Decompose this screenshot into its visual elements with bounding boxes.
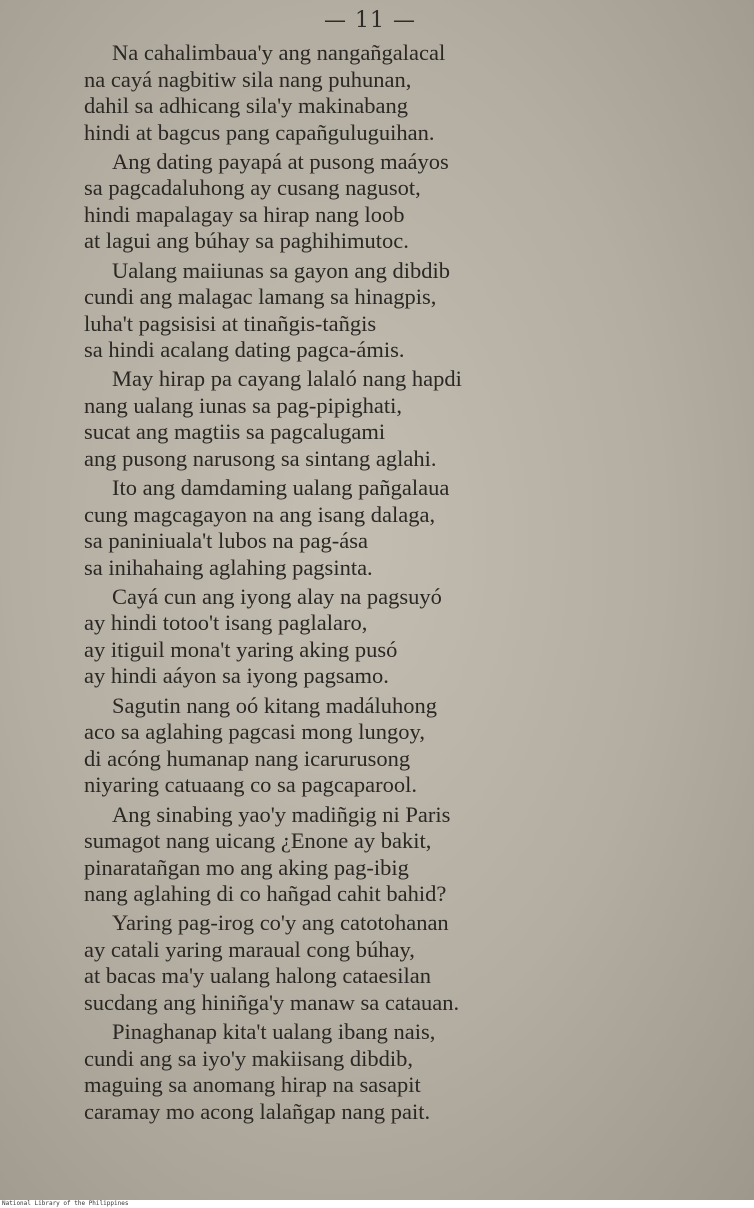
- verse-line: Ito ang damdaming ualang pañgalaua: [112, 475, 450, 501]
- verse-line: sucat ang magtiis sa pagcalugami: [84, 419, 386, 445]
- footer: [0, 1200, 754, 1208]
- verse-line: sa hindi acalang dating pagca-ámis.: [84, 337, 405, 363]
- verse-line: ay itiguil mona't yaring aking pusó: [84, 636, 398, 662]
- verse-line: na cayá nagbitiw sila nang puhunan,: [84, 66, 412, 92]
- verse-line: at bacas ma'y ualang halong cataesilan: [84, 963, 432, 989]
- verse-line: Pinaghanap kita't ualang ibang nais,: [112, 1019, 436, 1045]
- verse-line: cundi ang malagac lamang sa hinagpis,: [84, 284, 437, 310]
- verse-line: at lagui ang búhay sa paghihimutoc.: [84, 228, 409, 254]
- stanza: [84, 366, 704, 472]
- poem-body: [84, 40, 704, 1128]
- stanza: [84, 693, 704, 799]
- verse-line: Ang sinabing yao'y madiñgig ni Paris: [112, 801, 451, 827]
- verse-line: Yaring pag-irog co'y ang catotohanan: [112, 910, 449, 936]
- stanza: [84, 802, 704, 908]
- verse-line: ay catali yaring maraual cong búhay,: [84, 936, 415, 962]
- verse-line: di acóng humanap nang icarurusong: [84, 745, 411, 771]
- verse-line: Ang dating payapá at pusong maáyos: [112, 148, 449, 174]
- verse-line: May hirap pa cayang lalaló nang hapdi: [112, 366, 462, 392]
- verse-line: nang aglahing di co hañgad cahit bahid?: [84, 881, 447, 907]
- stanza: [84, 584, 704, 690]
- verse-line: pinaratañgan mo ang aking pag-ibig: [84, 854, 409, 880]
- page-number: — 11 —: [324, 8, 416, 33]
- verse-line: sa paniniuala't lubos na pag-ása: [84, 528, 368, 554]
- stanza: [84, 40, 704, 146]
- verse-line: Sagutin nang oó kitang madáluhong: [112, 692, 437, 718]
- verse-line: Cayá cun ang iyong alay na pagsuyó: [112, 583, 442, 609]
- verse-line: Na cahalimbaua'y ang nangañgalacal: [112, 40, 446, 65]
- verse-line: niyaring catuaang co sa pagcaparool.: [84, 772, 417, 798]
- verse-line: nang ualang iunas sa pag-pipighati,: [84, 392, 403, 418]
- verse-line: cundi ang sa iyo'y makiisang dibdib,: [84, 1045, 414, 1071]
- verse-line: sa inihahaing aglahing pagsinta.: [84, 554, 373, 580]
- verse-line: luha't pagsisisi at tinañgis-tañgis: [84, 310, 377, 336]
- stanza: [84, 149, 704, 255]
- stanza: [84, 258, 704, 364]
- verse-line: sumagot nang uicang ¿Enone ay bakit,: [84, 828, 432, 854]
- verse-line: hindi at bagcus pang capañguluguihan.: [84, 119, 435, 145]
- verse-line: sucdang ang hiniñga'y manaw sa catauan.: [84, 989, 460, 1015]
- verse-line: ang pusong narusong sa sintang aglahi.: [84, 445, 437, 471]
- verse-line: ay hindi aáyon sa iyong pagsamo.: [84, 663, 389, 689]
- verse-line: hindi mapalagay sa hirap nang loob: [84, 201, 405, 227]
- stanza: [84, 475, 704, 581]
- verse-line: maguing sa anomang hirap na sasapit: [84, 1072, 421, 1098]
- verse-line: ay hindi totoo't isang paglalaro,: [84, 610, 368, 636]
- verse-line: cung magcagayon na ang isang dalaga,: [84, 501, 436, 527]
- stanza: [84, 910, 704, 1016]
- verse-line: caramay mo acong lalañgap nang pait.: [84, 1098, 431, 1124]
- stanza: [84, 1019, 704, 1125]
- verse-line: Ualang maiiunas sa gayon ang dibdib: [112, 257, 451, 283]
- verse-line: sa pagcadaluhong ay cusang nagusot,: [84, 175, 421, 201]
- verse-line: aco sa aglahing pagcasi mong lungoy,: [84, 719, 425, 745]
- verse-line: dahil sa adhicang sila'y makinabang: [84, 93, 408, 118]
- library-credit: National Library of the Philippines: [2, 1200, 129, 1207]
